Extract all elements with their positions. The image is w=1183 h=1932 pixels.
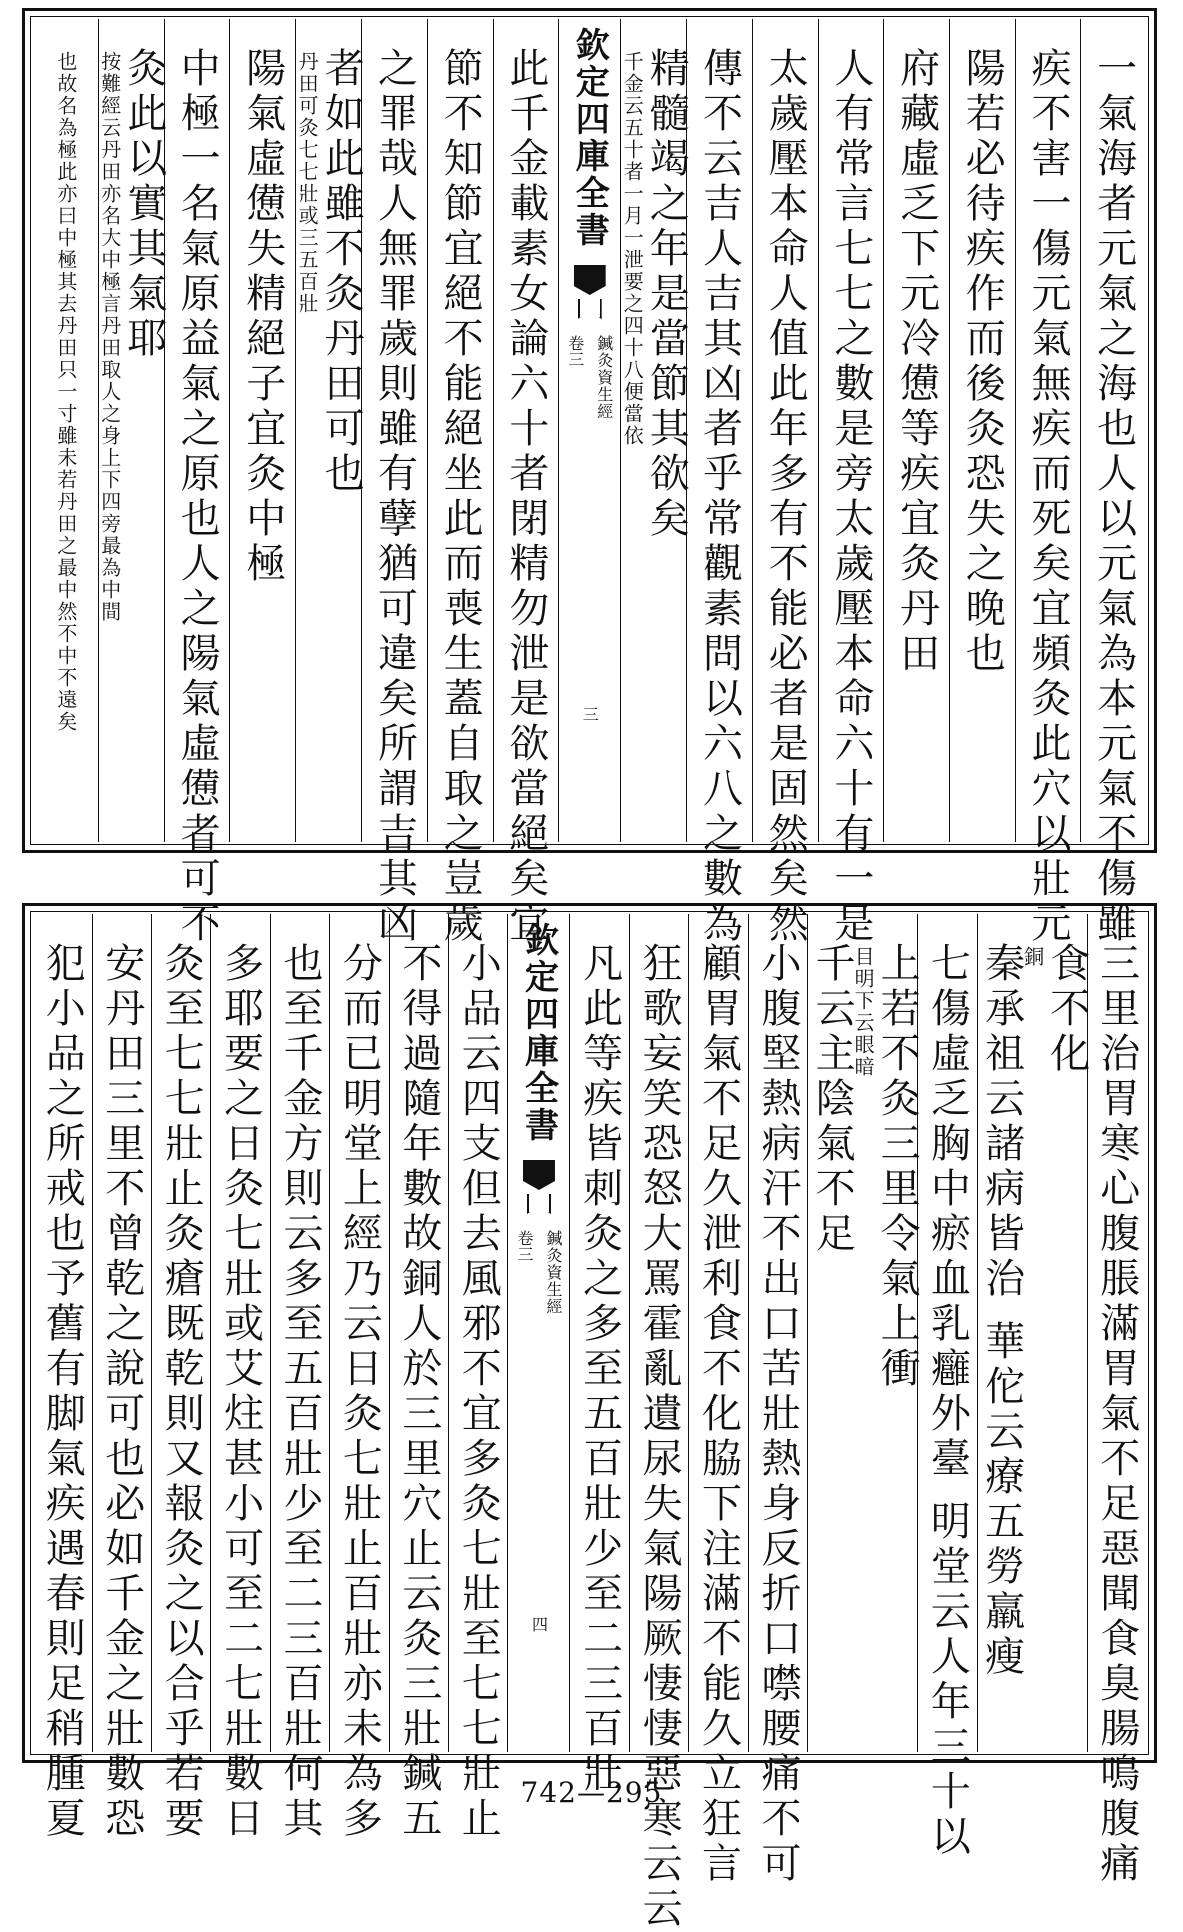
top-col-11 bbox=[361, 19, 427, 947]
top-col-3 bbox=[949, 19, 1015, 842]
column-text: 顧胃氣不足久泄利食不化脇下注滿不能久立狂言 bbox=[695, 942, 742, 1887]
annotation-text: 按難經云丹田亦名大中極言丹田取人之身上下四旁最為中間 bbox=[97, 51, 122, 623]
column-text: 者如此雖不灸丹田可也 bbox=[318, 47, 365, 497]
annotation-text: 千金云五十者一月一泄要之四十八便當依 bbox=[620, 51, 645, 447]
column-text: 不得過隨年數故銅人於三里穴止云灸三壯鍼五 bbox=[395, 942, 442, 1842]
column-text: 之罪哉人無罪歲則雖有孽猶可違矣所謂吉其凶 bbox=[371, 47, 418, 947]
column-text: 灸此以實其氣耶 bbox=[120, 47, 167, 362]
column-text: 狂歌妄笑恐怒大罵霍亂遺尿失氣陽厥悽悽惡寒云云 bbox=[636, 942, 683, 1932]
column-text: 七傷虛乏胸中瘀血乳癰外臺 明堂云人年三十以 bbox=[924, 942, 971, 1860]
work-title: 鍼灸資生經 bbox=[594, 335, 614, 420]
annotation-text: 也故名為極此亦曰中極其去丹田只一寸雖未若丹田之最中然不中不遠矣 bbox=[53, 51, 78, 733]
fish-tail-mark-icon bbox=[519, 1160, 559, 1214]
column-text: 府藏虛乏下元冷憊等疾宜灸丹田 bbox=[893, 47, 940, 677]
bottom-col-1 bbox=[1087, 914, 1146, 1887]
column-text: 精髓竭之年是當節其欲矣 bbox=[643, 47, 690, 542]
bottom-col-11 bbox=[329, 914, 388, 1842]
top-col-14 bbox=[164, 19, 230, 947]
volume-label: 卷三 bbox=[565, 335, 585, 367]
top-col-6 bbox=[752, 19, 818, 947]
column-text: 此千金載素女論六十者閉精勿泄是欲當絕矣宜 bbox=[502, 47, 549, 947]
bottom-center-column bbox=[507, 914, 569, 1752]
column-text: 秦承祖云諸病皆治 華佗云療五勞羸瘦 bbox=[978, 942, 1025, 1680]
top-center-column bbox=[558, 19, 620, 842]
column-text: 分而已明堂上經乃云日灸七壯止百壯亦未為多 bbox=[336, 942, 383, 1842]
bottom-col-5 bbox=[748, 914, 807, 1887]
column-text: 小腹堅熱病汗不出口苦壯熱身反折口噤腰痛不可 bbox=[754, 942, 801, 1887]
book-title: 欽定四庫全書 bbox=[569, 27, 610, 249]
column-text: 食不化 bbox=[1043, 942, 1090, 1077]
bottom-col-13 bbox=[210, 914, 269, 1842]
bottom-col-12 bbox=[270, 914, 329, 1842]
column-text: 安丹田三里不曾乾之說可也必如千金之壯數恐 bbox=[98, 942, 145, 1842]
column-text: 一氣海者元氣之海也人以元氣為本元氣不傷雖 bbox=[1090, 47, 1137, 947]
bottom-col-16 bbox=[33, 914, 91, 1842]
bottom-col-15 bbox=[92, 914, 151, 1842]
book-title: 欽定四庫全書 bbox=[518, 922, 559, 1144]
bottom-col-2 bbox=[977, 914, 1090, 1752]
column-text: 小品云四支但去風邪不宜多灸七壯至七七壯止 bbox=[455, 942, 502, 1842]
column-text: 灸至七七壯止灸瘡既乾則又報灸之以合乎若要 bbox=[158, 942, 205, 1842]
fish-tail-mark-icon bbox=[570, 265, 610, 319]
top-col-2 bbox=[1015, 19, 1081, 947]
top-col-4 bbox=[883, 19, 949, 842]
column-text: 陽若必待疾作而後灸恐失之晚也 bbox=[959, 47, 1006, 677]
bottom-col-9 bbox=[448, 914, 507, 1842]
top-col-16 bbox=[33, 19, 98, 842]
top-col-12 bbox=[295, 19, 365, 842]
column-text: 陽氣虛憊失精絕子宜灸中極 bbox=[239, 47, 286, 587]
column-text: 傳不云吉人吉其凶者乎常觀素問以六八之數為 bbox=[696, 47, 743, 947]
column-text: 也至千金方則云多至五百壯少至二三百壯何其 bbox=[276, 942, 323, 1842]
column-text: 節不知節宜絕不能絕坐此而喪生蓋自取之豈歲 bbox=[437, 47, 484, 947]
top-col-5 bbox=[818, 19, 884, 947]
bottom-col-6 bbox=[688, 914, 747, 1887]
leaf-number: 四 bbox=[529, 1616, 549, 1632]
bottom-col-4 bbox=[807, 914, 921, 1752]
top-col-8 bbox=[620, 19, 690, 842]
annotation-text: 銅 bbox=[1020, 946, 1045, 968]
column-text: 三里治胃寒心腹脹滿胃氣不足惡聞食臭腸鳴腹痛 bbox=[1093, 942, 1140, 1887]
column-text: 多耶要之日灸七壯或艾炷甚小可至二七壯數日 bbox=[217, 942, 264, 1842]
top-page bbox=[22, 8, 1157, 947]
top-col-7 bbox=[686, 19, 752, 947]
column-text: 千云主陰氣不足 bbox=[809, 942, 856, 1257]
annotation-text: 丹田可灸七七壯或三五百壯 bbox=[295, 51, 320, 315]
column-text: 太歲壓本命人值此年多有不能必者是固然矣然 bbox=[762, 47, 809, 947]
column-text: 疾不害一傷元氣無疾而死矣宜頻灸此穴以壯元 bbox=[1024, 47, 1071, 947]
bottom-col-8 bbox=[569, 914, 628, 1797]
bottom-col-3 bbox=[917, 914, 976, 1860]
volume-label: 卷三 bbox=[514, 1230, 534, 1262]
top-col-15 bbox=[97, 19, 167, 842]
page-footer-number: 742—295 bbox=[520, 1776, 663, 1809]
column-text: 凡此等疾皆刺灸之多至五百壯少至二三百壯 bbox=[576, 942, 623, 1797]
column-text: 中極一名氣原益氣之原也人之陽氣虛憊者可不 bbox=[174, 47, 221, 947]
column-text: 犯小品之所戒也予舊有脚氣疾遇春則足稍腫夏 bbox=[39, 942, 86, 1842]
leaf-number: 三 bbox=[580, 706, 600, 722]
bottom-col-14 bbox=[151, 914, 210, 1842]
work-title: 鍼灸資生經 bbox=[543, 1230, 563, 1315]
column-text: 人有常言七七之數是旁太歲壓本命六十有一是 bbox=[827, 47, 874, 947]
bottom-col-10 bbox=[389, 914, 448, 1842]
top-col-9 bbox=[493, 19, 559, 947]
top-col-13 bbox=[229, 19, 295, 842]
top-columns bbox=[33, 19, 1146, 947]
annotation-text: 目明下云眼暗 bbox=[851, 946, 876, 1078]
top-col-1 bbox=[1080, 19, 1146, 947]
bottom-col-7 bbox=[629, 914, 688, 1932]
top-col-10 bbox=[427, 19, 493, 947]
column-text: 上若不灸三里令氣上衝 bbox=[874, 942, 921, 1392]
